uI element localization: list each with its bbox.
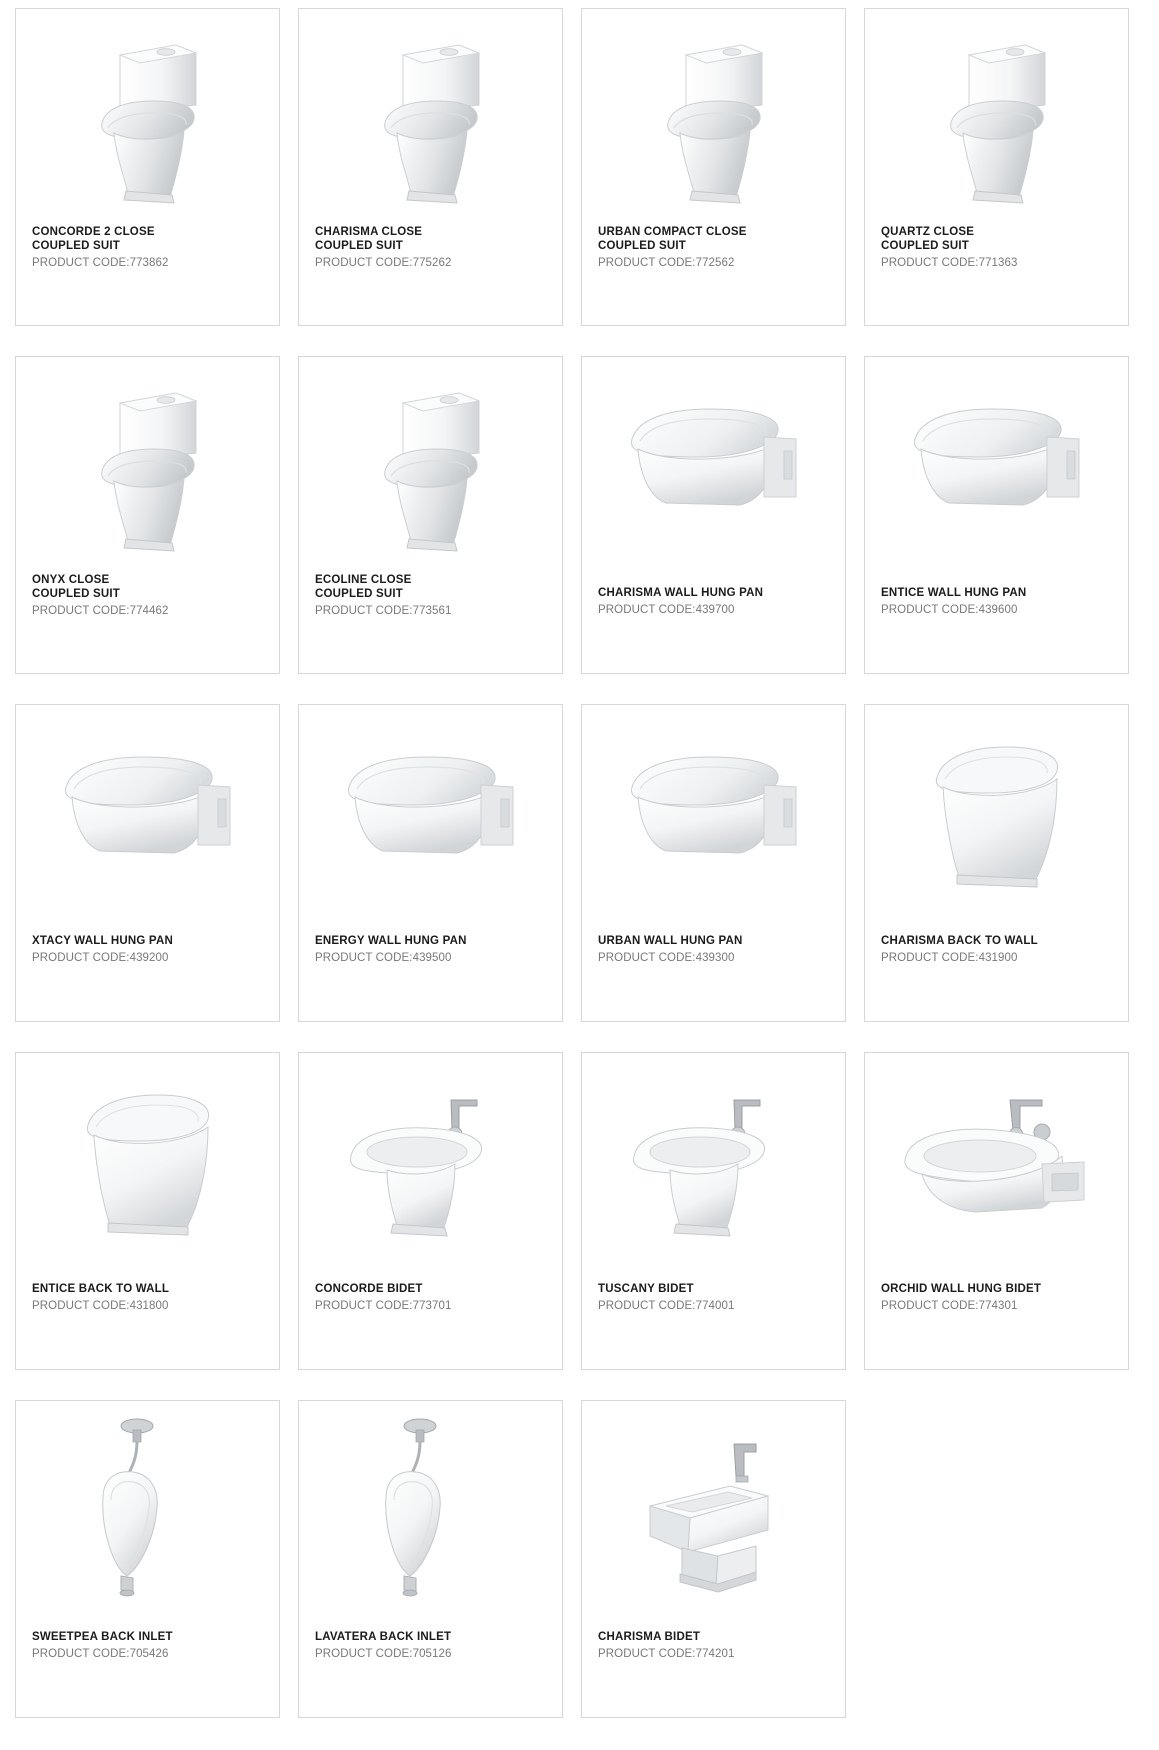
- wall-hung-pan-icon: [614, 393, 814, 543]
- product-info: [865, 934, 1128, 965]
- product-info: [16, 573, 279, 618]
- close-coupled-toilet-icon: [624, 27, 804, 212]
- product-title: [32, 573, 263, 601]
- product-code: PRODUCT CODE:774001: [598, 1300, 735, 1312]
- product-info: [582, 586, 845, 617]
- product-code: PRODUCT CODE:773701: [315, 1300, 452, 1312]
- product-image: [865, 357, 1128, 572]
- product-title: [881, 225, 1112, 253]
- product-image: [582, 705, 845, 920]
- product-title: [315, 573, 546, 601]
- product-code: PRODUCT CODE:775262: [315, 257, 452, 269]
- product-title-line1: ONYX CLOSE: [32, 574, 110, 586]
- product-title-line1: ENTICE WALL HUNG PAN: [881, 587, 1027, 599]
- product-title: [881, 586, 1112, 600]
- product-title: [598, 934, 829, 948]
- product-title: [598, 1630, 829, 1644]
- product-code: PRODUCT CODE:773561: [315, 605, 452, 617]
- back-to-wall-pan-icon: [58, 1079, 238, 1249]
- product-info: [299, 934, 562, 965]
- product-info: [16, 1630, 279, 1661]
- close-coupled-toilet-icon: [341, 27, 521, 212]
- product-image: [299, 1053, 562, 1268]
- product-card[interactable]: [15, 704, 280, 1022]
- product-title-line1: CHARISMA CLOSE: [315, 226, 423, 238]
- product-title: [32, 1282, 263, 1296]
- product-code: PRODUCT CODE:705126: [315, 1648, 452, 1660]
- product-card[interactable]: [864, 356, 1129, 674]
- product-info: [16, 934, 279, 965]
- product-title-line1: CHARISMA WALL HUNG PAN: [598, 587, 764, 599]
- product-info: [582, 1630, 845, 1661]
- product-image: [16, 705, 279, 920]
- product-code: PRODUCT CODE:431900: [881, 952, 1018, 964]
- product-title-line2: COUPLED SUIT: [32, 588, 121, 600]
- product-title-line1: LAVATERA BACK INLET: [315, 1631, 452, 1643]
- product-info: [299, 1630, 562, 1661]
- product-title: [315, 225, 546, 253]
- wall-hung-bidet-icon: [892, 1086, 1102, 1241]
- product-card[interactable]: [581, 1400, 846, 1718]
- product-code: PRODUCT CODE:772562: [598, 257, 735, 269]
- product-image: [582, 9, 845, 224]
- product-image: [299, 705, 562, 920]
- product-card[interactable]: [298, 8, 563, 326]
- wall-hung-pan-icon: [331, 741, 531, 891]
- product-code: PRODUCT CODE:439300: [598, 952, 735, 964]
- product-title: [881, 934, 1112, 948]
- product-code: PRODUCT CODE:439500: [315, 952, 452, 964]
- product-title-line1: CHARISMA BACK TO WALL: [881, 935, 1038, 947]
- product-image: [16, 9, 279, 224]
- product-card[interactable]: [581, 1052, 846, 1370]
- product-grid: [12, 8, 1147, 1718]
- product-title-line1: CONCORDE 2 CLOSE: [32, 226, 155, 238]
- product-card[interactable]: [298, 704, 563, 1022]
- product-code: PRODUCT CODE:773862: [32, 257, 169, 269]
- product-image: [299, 9, 562, 224]
- product-card[interactable]: [581, 8, 846, 326]
- product-title: [315, 1630, 546, 1644]
- product-info: [865, 1282, 1128, 1313]
- product-code: PRODUCT CODE:774201: [598, 1648, 735, 1660]
- product-code: PRODUCT CODE:439600: [881, 604, 1018, 616]
- product-title: [315, 934, 546, 948]
- product-code: PRODUCT CODE:431800: [32, 1300, 169, 1312]
- product-title: [32, 934, 263, 948]
- urinal-icon: [83, 1412, 213, 1612]
- product-info: [865, 225, 1128, 270]
- product-image: [16, 1401, 279, 1616]
- product-title-line2: COUPLED SUIT: [598, 240, 687, 252]
- product-title-line1: URBAN COMPACT CLOSE: [598, 226, 747, 238]
- product-card[interactable]: [864, 704, 1129, 1022]
- product-card[interactable]: [15, 1052, 280, 1370]
- close-coupled-toilet-icon: [907, 27, 1087, 212]
- product-info: [16, 1282, 279, 1313]
- product-title-line2: COUPLED SUIT: [881, 240, 970, 252]
- close-coupled-toilet-icon: [58, 375, 238, 560]
- product-card[interactable]: [581, 356, 846, 674]
- product-title-line2: COUPLED SUIT: [32, 240, 121, 252]
- product-title-line1: URBAN WALL HUNG PAN: [598, 935, 743, 947]
- product-image: [582, 1401, 845, 1616]
- close-coupled-toilet-icon: [58, 27, 238, 212]
- product-image: [299, 1401, 562, 1616]
- product-info: [582, 1282, 845, 1313]
- product-image: [582, 357, 845, 572]
- product-title: [32, 225, 263, 253]
- product-title: [598, 225, 829, 253]
- product-image: [582, 1053, 845, 1268]
- product-info: [299, 573, 562, 618]
- wall-hung-pan-icon: [614, 741, 814, 891]
- product-title-line1: CHARISMA BIDET: [598, 1631, 701, 1643]
- product-card[interactable]: [15, 1400, 280, 1718]
- product-code: PRODUCT CODE:771363: [881, 257, 1018, 269]
- square-bidet-icon: [624, 1424, 804, 1599]
- wall-hung-pan-icon: [897, 393, 1097, 543]
- product-title-line1: CONCORDE BIDET: [315, 1283, 423, 1295]
- product-info: [582, 225, 845, 270]
- product-title-line1: SWEETPEA BACK INLET: [32, 1631, 173, 1643]
- back-to-wall-pan-icon: [907, 731, 1087, 901]
- product-card[interactable]: [15, 356, 280, 674]
- product-code: PRODUCT CODE:439200: [32, 952, 169, 964]
- product-title-line2: COUPLED SUIT: [315, 588, 404, 600]
- product-title: [598, 1282, 829, 1296]
- product-image: [299, 357, 562, 572]
- product-info: [582, 934, 845, 965]
- product-title-line2: COUPLED SUIT: [315, 240, 404, 252]
- wall-hung-pan-icon: [48, 741, 248, 891]
- product-title: [315, 1282, 546, 1296]
- product-title: [881, 1282, 1112, 1296]
- product-card[interactable]: [298, 356, 563, 674]
- product-image: [865, 705, 1128, 920]
- product-title-line1: ORCHID WALL HUNG BIDET: [881, 1283, 1042, 1295]
- product-title-line1: XTACY WALL HUNG PAN: [32, 935, 173, 947]
- product-title-line1: ENTICE BACK TO WALL: [32, 1283, 170, 1295]
- product-code: PRODUCT CODE:774301: [881, 1300, 1018, 1312]
- product-info: [16, 225, 279, 270]
- product-info: [299, 1282, 562, 1313]
- product-card[interactable]: [864, 1052, 1129, 1370]
- bidet-icon: [614, 1084, 814, 1244]
- product-info: [299, 225, 562, 270]
- product-card[interactable]: [298, 1400, 563, 1718]
- product-title-line1: ECOLINE CLOSE: [315, 574, 412, 586]
- product-card[interactable]: [864, 8, 1129, 326]
- product-code: PRODUCT CODE:439700: [598, 604, 735, 616]
- product-title-line1: TUSCANY BIDET: [598, 1283, 694, 1295]
- product-card[interactable]: [15, 8, 280, 326]
- product-card[interactable]: [581, 704, 846, 1022]
- product-image: [16, 357, 279, 572]
- product-image: [865, 9, 1128, 224]
- product-code: PRODUCT CODE:774462: [32, 605, 169, 617]
- bidet-icon: [331, 1084, 531, 1244]
- product-title-line1: QUARTZ CLOSE: [881, 226, 975, 238]
- close-coupled-toilet-icon: [341, 375, 521, 560]
- product-title-line1: ENERGY WALL HUNG PAN: [315, 935, 467, 947]
- product-code: PRODUCT CODE:705426: [32, 1648, 169, 1660]
- product-image: [865, 1053, 1128, 1268]
- product-image: [16, 1053, 279, 1268]
- product-info: [865, 586, 1128, 617]
- product-title: [32, 1630, 263, 1644]
- urinal-icon: [366, 1412, 496, 1612]
- product-card[interactable]: [298, 1052, 563, 1370]
- product-title: [598, 586, 829, 600]
